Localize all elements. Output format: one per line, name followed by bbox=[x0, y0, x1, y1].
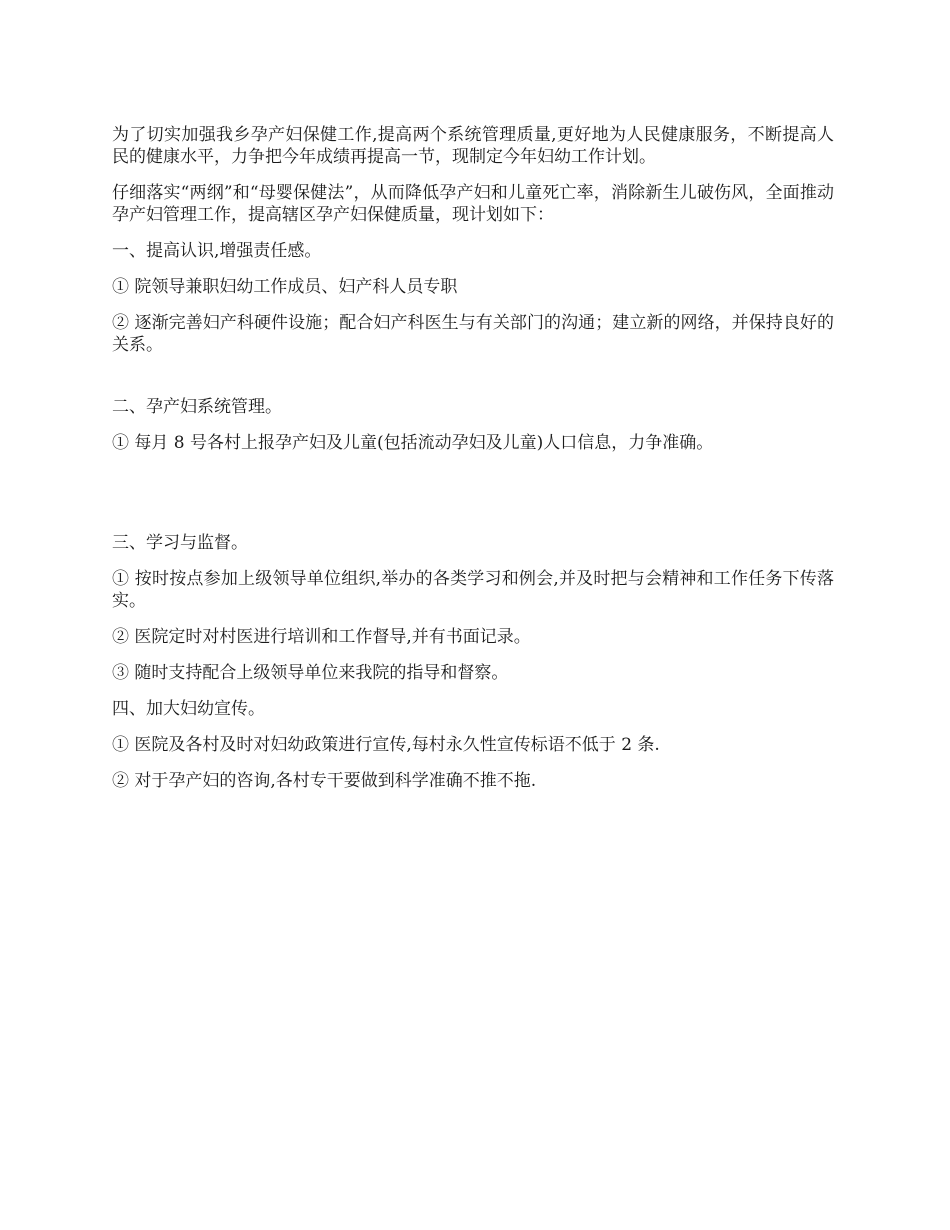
section-1-heading: 一、提高认识,增强责任感。 bbox=[112, 241, 322, 261]
section-4-item-1: ① 医院及各村及时对妇幼政策进行宣传,每村永久性宣传标语不低于 2 条. bbox=[112, 735, 660, 755]
intro-paragraph: 为了切实加强我乡孕产妇保健工作,提高两个系统管理质量,更好地为人民健康服务，不断提高人民的健康水平，力争把今年成绩再提高一节，现制定今年妇幼工作计划。 bbox=[112, 125, 834, 167]
section-4-heading: 四、加大妇幼宣传。 bbox=[112, 699, 265, 719]
section-2-item-1: ① 每月 8 号各村上报孕产妇及儿童(包括流动孕妇及儿童)人口信息，力争准确。 bbox=[112, 433, 714, 453]
section-4-item-2: ② 对于孕产妇的咨询,各村专干要做到科学准确不推不拖. bbox=[112, 771, 537, 791]
plan-overview-paragraph: 仔细落实“两纲”和“母婴保健法”，从而降低孕产妇和儿童死亡率，消除新生儿破伤风，全面推动孕产妇管理工作，提高辖区孕产妇保健质量，现计划如下： bbox=[112, 183, 834, 225]
section-3-heading: 三、学习与监督。 bbox=[112, 533, 248, 553]
document-body bbox=[112, 124, 834, 806]
section-3-item-1: ① 按时按点参加上级领导单位组织,举办的各类学习和例会,并及时把与会精神和工作任务下传落实。 bbox=[112, 569, 834, 611]
section-3-item-2: ② 医院定时对村医进行培训和工作督导,并有书面记录。 bbox=[112, 627, 531, 647]
section-3-item-3: ③ 随时支持配合上级领导单位来我院的指导和督察。 bbox=[112, 663, 509, 683]
section-1-item-2: ② 逐渐完善妇产科硬件设施；配合妇产科医生与有关部门的沟通；建立新的网络，并保持良好的关系。 bbox=[112, 313, 834, 355]
section-2-heading: 二、孕产妇系统管理。 bbox=[112, 397, 282, 417]
section-1-item-1: ① 院领导兼职妇幼工作成员、妇产科人员专职 bbox=[112, 277, 458, 297]
